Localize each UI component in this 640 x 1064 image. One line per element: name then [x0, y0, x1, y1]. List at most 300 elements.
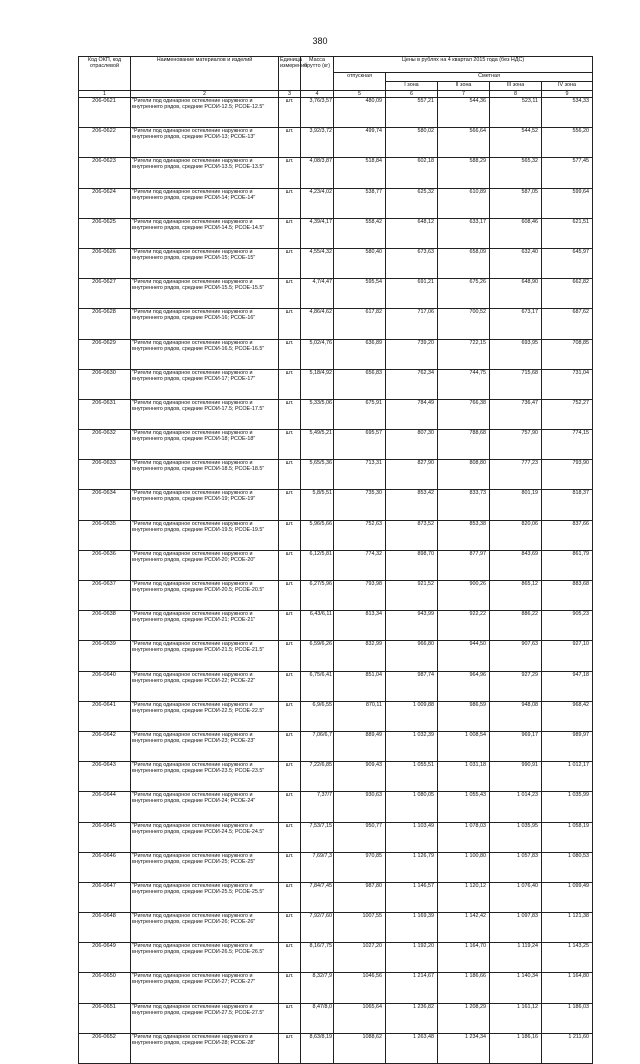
okp-code-cell: 206-0636: [79, 550, 131, 580]
okp-code-cell: 206-0646: [79, 852, 131, 882]
table-row: [79, 490, 593, 520]
zone-3-price-cell: 820,06: [490, 520, 542, 550]
unit-cell: шт.: [279, 822, 301, 852]
unit-cell: шт.: [279, 128, 301, 158]
okp-code-cell: 206-0641: [79, 701, 131, 731]
release-price-cell: 735,30: [334, 490, 386, 520]
table-row: [79, 731, 593, 761]
mass-cell: 7,69/7,3: [301, 852, 334, 882]
zone-4-price-cell: 599,64: [542, 188, 593, 218]
item-name-cell: "Ригели под одинарное остекление наружного и внутреннего рядов, средние РСОИ-15.5; РСОЕ-15.5": [131, 279, 279, 309]
zone-1-price-cell: 1 032,39: [386, 731, 438, 761]
mass-cell: 4,23/4,02: [301, 188, 334, 218]
okp-code-cell: 206-0623: [79, 158, 131, 188]
zone-4-price-cell: 556,20: [542, 128, 593, 158]
table-row: [79, 188, 593, 218]
zone-2-price-cell: 588,29: [438, 158, 490, 188]
zone-1-price-cell: 1 236,82: [386, 1003, 438, 1033]
col-number: 5: [334, 91, 386, 98]
item-name-cell: "Ригели под одинарное остекление наружного и внутреннего рядов, средние РСОИ-22; РСОЕ-22": [131, 671, 279, 701]
zone-1-price-cell: 557,21: [386, 98, 438, 128]
zone-4-price-cell: 947,18: [542, 671, 593, 701]
mass-cell: 5,65/5,36: [301, 460, 334, 490]
item-name-cell: "Ригели под одинарное остекление наружного и внутреннего рядов, средние РСОИ-24.5; РСОЕ-24.5": [131, 822, 279, 852]
okp-code-cell: 206-0621: [79, 98, 131, 128]
zone-2-price-cell: 1 100,80: [438, 852, 490, 882]
header-zone-3: III зона: [490, 82, 542, 91]
zone-4-price-cell: 989,97: [542, 731, 593, 761]
okp-code-cell: 206-0622: [79, 128, 131, 158]
okp-code-cell: 206-0630: [79, 369, 131, 399]
table-row: [79, 762, 593, 792]
unit-cell: шт.: [279, 460, 301, 490]
unit-cell: шт.: [279, 762, 301, 792]
mass-cell: 5,96/5,66: [301, 520, 334, 550]
okp-code-cell: 206-0632: [79, 430, 131, 460]
okp-code-cell: 206-0649: [79, 943, 131, 973]
item-name-cell: "Ригели под одинарное остекление наружного и внутреннего рядов, средние РСОИ-27; РСОЕ-27": [131, 973, 279, 1003]
item-name-cell: "Ригели под одинарное остекление наружного и внутреннего рядов, средние РСОИ-14.5; РСОЕ-14.5": [131, 218, 279, 248]
item-name-cell: "Ригели под одинарное остекление наружного и внутреннего рядов, средние РСОИ-26.5; РСОЕ-26.5": [131, 943, 279, 973]
zone-4-price-cell: 837,66: [542, 520, 593, 550]
item-name-cell: "Ригели под одинарное остекление наружного и внутреннего рядов, средние РСОИ-21; РСОЕ-21": [131, 611, 279, 641]
zone-2-price-cell: 922,22: [438, 611, 490, 641]
table-row: [79, 430, 593, 460]
table-row: [79, 701, 593, 731]
unit-cell: шт.: [279, 701, 301, 731]
unit-cell: шт.: [279, 339, 301, 369]
table-row: [79, 611, 593, 641]
zone-3-price-cell: 907,63: [490, 641, 542, 671]
zone-1-price-cell: 898,70: [386, 550, 438, 580]
zone-2-price-cell: 1 055,43: [438, 792, 490, 822]
mass-cell: 7,92/7,60: [301, 913, 334, 943]
zone-4-price-cell: 534,33: [542, 98, 593, 128]
mass-cell: 4,7/4,47: [301, 279, 334, 309]
zone-2-price-cell: 1 008,54: [438, 731, 490, 761]
zone-4-price-cell: 883,68: [542, 581, 593, 611]
zone-3-price-cell: 715,68: [490, 369, 542, 399]
unit-cell: шт.: [279, 641, 301, 671]
table-row: [79, 550, 593, 580]
zone-1-price-cell: 1 080,05: [386, 792, 438, 822]
zone-4-price-cell: 687,62: [542, 309, 593, 339]
table-row: [79, 399, 593, 429]
mass-cell: 6,9/6,55: [301, 701, 334, 731]
mass-cell: 4,55/4,32: [301, 248, 334, 278]
release-price-cell: 930,63: [334, 792, 386, 822]
item-name-cell: "Ригели под одинарное остекление наружного и внутреннего рядов, средние РСОИ-25; РСОЕ-25": [131, 852, 279, 882]
zone-2-price-cell: 944,50: [438, 641, 490, 671]
zone-1-price-cell: 1 192,20: [386, 943, 438, 973]
zone-2-price-cell: 833,73: [438, 490, 490, 520]
zone-3-price-cell: 843,69: [490, 550, 542, 580]
zone-1-price-cell: 625,32: [386, 188, 438, 218]
zone-2-price-cell: 744,75: [438, 369, 490, 399]
unit-cell: шт.: [279, 943, 301, 973]
okp-code-cell: 206-0644: [79, 792, 131, 822]
unit-cell: шт.: [279, 731, 301, 761]
table-row: [79, 98, 593, 128]
col-number: 6: [386, 91, 438, 98]
zone-3-price-cell: 801,19: [490, 490, 542, 520]
mass-cell: 7,84/7,45: [301, 882, 334, 912]
zone-3-price-cell: 927,29: [490, 671, 542, 701]
mass-cell: 7,06/6,7: [301, 731, 334, 761]
mass-cell: 3,92/3,72: [301, 128, 334, 158]
release-price-cell: 851,04: [334, 671, 386, 701]
table-row: [79, 943, 593, 973]
unit-cell: шт.: [279, 399, 301, 429]
unit-cell: шт.: [279, 430, 301, 460]
release-price-cell: 636,89: [334, 339, 386, 369]
release-price-cell: 1007,55: [334, 913, 386, 943]
page-number: 380: [312, 36, 328, 46]
mass-cell: 6,75/6,41: [301, 671, 334, 701]
zone-1-price-cell: 673,63: [386, 248, 438, 278]
zone-3-price-cell: 565,32: [490, 158, 542, 188]
release-price-cell: 909,43: [334, 762, 386, 792]
zone-1-price-cell: 943,99: [386, 611, 438, 641]
zone-4-price-cell: 1 058,19: [542, 822, 593, 852]
col-number: 8: [490, 91, 542, 98]
zone-4-price-cell: 752,27: [542, 399, 593, 429]
col-number: 1: [79, 91, 131, 98]
zone-4-price-cell: 1 012,17: [542, 762, 593, 792]
col-number: 7: [438, 91, 490, 98]
item-name-cell: "Ригели под одинарное остекление наружного и внутреннего рядов, средние РСОИ-23; РСОЕ-23": [131, 731, 279, 761]
header-estimated: Сметная: [386, 73, 593, 82]
table-row: [79, 460, 593, 490]
item-name-cell: "Ригели под одинарное остекление наружного и внутреннего рядов, средние РСОИ-15; РСОЕ-15": [131, 248, 279, 278]
unit-cell: шт.: [279, 188, 301, 218]
zone-2-price-cell: 658,09: [438, 248, 490, 278]
zone-4-price-cell: 1 035,99: [542, 792, 593, 822]
zone-1-price-cell: 853,42: [386, 490, 438, 520]
zone-1-price-cell: 1 214,67: [386, 973, 438, 1003]
item-name-cell: "Ригели под одинарное остекление наружного и внутреннего рядов, средние РСОИ-17; РСОЕ-17": [131, 369, 279, 399]
unit-cell: шт.: [279, 309, 301, 339]
release-price-cell: 970,85: [334, 852, 386, 882]
zone-4-price-cell: 1 099,49: [542, 882, 593, 912]
zone-3-price-cell: 757,90: [490, 430, 542, 460]
okp-code-cell: 206-0627: [79, 279, 131, 309]
item-name-cell: "Ригели под одинарное остекление наружного и внутреннего рядов, средние РСОИ-18; РСОЕ-18": [131, 430, 279, 460]
mass-cell: 6,43/6,11: [301, 611, 334, 641]
zone-4-price-cell: 905,23: [542, 611, 593, 641]
zone-4-price-cell: 1 164,80: [542, 973, 593, 1003]
zone-3-price-cell: 990,91: [490, 762, 542, 792]
zone-1-price-cell: 762,34: [386, 369, 438, 399]
zone-1-price-cell: 648,12: [386, 218, 438, 248]
release-price-cell: 793,98: [334, 581, 386, 611]
mass-cell: 8,16/7,75: [301, 943, 334, 973]
zone-3-price-cell: 1 057,83: [490, 852, 542, 882]
item-name-cell: "Ригели под одинарное остекление наружного и внутреннего рядов, средние РСОИ-27.5; РСОЕ-27.5": [131, 1003, 279, 1033]
item-name-cell: "Ригели под одинарное остекление наружного и внутреннего рядов, средние РСОИ-16; РСОЕ-16": [131, 309, 279, 339]
col-number: 9: [542, 91, 593, 98]
zone-2-price-cell: 853,38: [438, 520, 490, 550]
table-row: [79, 279, 593, 309]
zone-2-price-cell: 766,38: [438, 399, 490, 429]
table-row: [79, 792, 593, 822]
item-name-cell: "Ригели под одинарное остекление наружного и внутреннего рядов, средние РСОИ-20; РСОЕ-20": [131, 550, 279, 580]
zone-4-price-cell: 818,37: [542, 490, 593, 520]
release-price-cell: 1027,20: [334, 943, 386, 973]
release-price-cell: 774,32: [334, 550, 386, 580]
table-row: [79, 882, 593, 912]
zone-3-price-cell: 673,17: [490, 309, 542, 339]
okp-code-cell: 206-0642: [79, 731, 131, 761]
item-name-cell: "Ригели под одинарное остекление наружного и внутреннего рядов, средние РСОИ-21.5; РСОЕ-21.5": [131, 641, 279, 671]
zone-2-price-cell: 877,97: [438, 550, 490, 580]
zone-4-price-cell: 731,04: [542, 369, 593, 399]
item-name-cell: "Ригели под одинарное остекление наружного и внутреннего рядов, средние РСОИ-19.5; РСОЕ-19.5": [131, 520, 279, 550]
zone-4-price-cell: 968,42: [542, 701, 593, 731]
zone-1-price-cell: 987,74: [386, 671, 438, 701]
release-price-cell: 538,77: [334, 188, 386, 218]
okp-code-cell: 206-0624: [79, 188, 131, 218]
item-name-cell: "Ригели под одинарное остекление наружного и внутреннего рядов, средние РСОИ-13.5; РСОЕ-13.5": [131, 158, 279, 188]
price-table: [78, 56, 593, 1064]
table-row: [79, 248, 593, 278]
release-price-cell: 1088,62: [334, 1033, 386, 1063]
okp-code-cell: 206-0625: [79, 218, 131, 248]
zone-1-price-cell: 1 055,51: [386, 762, 438, 792]
item-name-cell: "Ригели под одинарное остекление наружного и внутреннего рядов, средние РСОИ-28; РСОЕ-28": [131, 1033, 279, 1063]
zone-1-price-cell: 1 146,57: [386, 882, 438, 912]
zone-1-price-cell: 1 169,39: [386, 913, 438, 943]
zone-3-price-cell: 693,95: [490, 339, 542, 369]
table-row: [79, 641, 593, 671]
unit-cell: шт.: [279, 1033, 301, 1063]
okp-code-cell: 206-0637: [79, 581, 131, 611]
zone-4-price-cell: 1 143,25: [542, 943, 593, 973]
zone-4-price-cell: 1 121,38: [542, 913, 593, 943]
table-row: [79, 973, 593, 1003]
zone-2-price-cell: 675,26: [438, 279, 490, 309]
zone-1-price-cell: 827,90: [386, 460, 438, 490]
zone-4-price-cell: 1 186,03: [542, 1003, 593, 1033]
item-name-cell: "Ригели под одинарное остекление наружного и внутреннего рядов, средние РСОИ-18.5; РСОЕ-18.5": [131, 460, 279, 490]
zone-1-price-cell: 739,20: [386, 339, 438, 369]
header-unit: Единица измерения: [279, 57, 301, 91]
release-price-cell: 499,74: [334, 128, 386, 158]
mass-cell: 7,22/6,85: [301, 762, 334, 792]
zone-4-price-cell: 577,45: [542, 158, 593, 188]
zone-4-price-cell: 1 211,60: [542, 1033, 593, 1063]
release-price-cell: 950,77: [334, 822, 386, 852]
mass-cell: 6,12/5,81: [301, 550, 334, 580]
zone-4-price-cell: 708,85: [542, 339, 593, 369]
zone-4-price-cell: 774,15: [542, 430, 593, 460]
zone-1-price-cell: 717,06: [386, 309, 438, 339]
release-price-cell: 675,91: [334, 399, 386, 429]
zone-3-price-cell: 1 161,12: [490, 1003, 542, 1033]
table-row: [79, 218, 593, 248]
zone-2-price-cell: 633,17: [438, 218, 490, 248]
mass-cell: 4,86/4,62: [301, 309, 334, 339]
item-name-cell: "Ригели под одинарное остекление наружного и внутреннего рядов, средние РСОИ-26; РСОЕ-26": [131, 913, 279, 943]
zone-4-price-cell: 645,97: [542, 248, 593, 278]
item-name-cell: "Ригели под одинарное остекление наружного и внутреннего рядов, средние РСОИ-17.5; РСОЕ-17.5": [131, 399, 279, 429]
unit-cell: шт.: [279, 882, 301, 912]
okp-code-cell: 206-0635: [79, 520, 131, 550]
table-row: [79, 369, 593, 399]
unit-cell: шт.: [279, 913, 301, 943]
table-row: [79, 158, 593, 188]
zone-2-price-cell: 1 031,18: [438, 762, 490, 792]
okp-code-cell: 206-0647: [79, 882, 131, 912]
zone-1-price-cell: 1 009,88: [386, 701, 438, 731]
okp-code-cell: 206-0633: [79, 460, 131, 490]
release-price-cell: 656,83: [334, 369, 386, 399]
release-price-cell: 595,54: [334, 279, 386, 309]
zone-2-price-cell: 610,89: [438, 188, 490, 218]
mass-cell: 5,49/5,21: [301, 430, 334, 460]
okp-code-cell: 206-0645: [79, 822, 131, 852]
mass-cell: 3,76/3,57: [301, 98, 334, 128]
release-price-cell: 1065,64: [334, 1003, 386, 1033]
unit-cell: шт.: [279, 98, 301, 128]
header-prices-title: Цены в рублях на 4 квартал 2015 года (без НДС): [334, 57, 593, 73]
okp-code-cell: 206-0629: [79, 339, 131, 369]
item-name-cell: "Ригели под одинарное остекление наружного и внутреннего рядов, средние РСОИ-25.5; РСОЕ-25.5": [131, 882, 279, 912]
zone-2-price-cell: 700,52: [438, 309, 490, 339]
col-number: 2: [131, 91, 279, 98]
item-name-cell: "Ригели под одинарное остекление наружного и внутреннего рядов, средние РСОИ-19; РСОЕ-19": [131, 490, 279, 520]
mass-cell: 5,8/5,51: [301, 490, 334, 520]
zone-4-price-cell: 861,79: [542, 550, 593, 580]
table-row: [79, 581, 593, 611]
zone-2-price-cell: 1 164,70: [438, 943, 490, 973]
okp-code-cell: 206-0628: [79, 309, 131, 339]
okp-code-cell: 206-0638: [79, 611, 131, 641]
zone-3-price-cell: 736,47: [490, 399, 542, 429]
zone-3-price-cell: 587,05: [490, 188, 542, 218]
zone-3-price-cell: 608,46: [490, 218, 542, 248]
zone-4-price-cell: 621,51: [542, 218, 593, 248]
unit-cell: шт.: [279, 490, 301, 520]
header-zone-4: IV зона: [542, 82, 593, 91]
release-price-cell: 813,34: [334, 611, 386, 641]
zone-2-price-cell: 788,68: [438, 430, 490, 460]
header-zone-2: II зона: [438, 82, 490, 91]
unit-cell: шт.: [279, 581, 301, 611]
zone-2-price-cell: 808,80: [438, 460, 490, 490]
table-row: [79, 520, 593, 550]
release-price-cell: 987,80: [334, 882, 386, 912]
mass-cell: 5,33/5,06: [301, 399, 334, 429]
zone-2-price-cell: 1 186,66: [438, 973, 490, 1003]
unit-cell: шт.: [279, 520, 301, 550]
unit-cell: шт.: [279, 1003, 301, 1033]
release-price-cell: 518,84: [334, 158, 386, 188]
header-release-price: отпускная: [334, 73, 386, 91]
zone-2-price-cell: 1 120,12: [438, 882, 490, 912]
table-row: [79, 309, 593, 339]
col-number: 3: [279, 91, 301, 98]
item-name-cell: "Ригели под одинарное остекление наружного и внутреннего рядов, средние РСОИ-16.5; РСОЕ-16.5": [131, 339, 279, 369]
item-name-cell: "Ригели под одинарное остекление наружного и внутреннего рядов, средние РСОИ-23.5; РСОЕ-23.5": [131, 762, 279, 792]
zone-2-price-cell: 986,59: [438, 701, 490, 731]
zone-1-price-cell: 807,30: [386, 430, 438, 460]
mass-cell: 7,37/7: [301, 792, 334, 822]
zone-1-price-cell: 784,49: [386, 399, 438, 429]
zone-1-price-cell: 580,02: [386, 128, 438, 158]
unit-cell: шт.: [279, 671, 301, 701]
unit-cell: шт.: [279, 611, 301, 641]
header-mass: Масса брутто (кг): [301, 57, 334, 91]
okp-code-cell: 206-0631: [79, 399, 131, 429]
unit-cell: шт.: [279, 248, 301, 278]
item-name-cell: "Ригели под одинарное остекление наружного и внутреннего рядов, средние РСОИ-14; РСОЕ-14": [131, 188, 279, 218]
table-row: [79, 128, 593, 158]
col-number: 4: [301, 91, 334, 98]
zone-4-price-cell: 927,10: [542, 641, 593, 671]
header-name: Наименование материалов и изделий: [131, 57, 279, 91]
zone-2-price-cell: 1 078,03: [438, 822, 490, 852]
okp-code-cell: 206-0652: [79, 1033, 131, 1063]
zone-3-price-cell: 544,52: [490, 128, 542, 158]
zone-3-price-cell: 1 076,40: [490, 882, 542, 912]
zone-4-price-cell: 1 080,53: [542, 852, 593, 882]
release-price-cell: 617,82: [334, 309, 386, 339]
table-body: [79, 98, 593, 1064]
zone-1-price-cell: 873,52: [386, 520, 438, 550]
table-row: [79, 913, 593, 943]
okp-code-cell: 206-0640: [79, 671, 131, 701]
table-row: [79, 1033, 593, 1063]
zone-2-price-cell: 1 208,29: [438, 1003, 490, 1033]
mass-cell: 5,02/4,76: [301, 339, 334, 369]
zone-3-price-cell: 865,12: [490, 581, 542, 611]
header-code: Код ОКП, код отраслевой: [79, 57, 131, 91]
release-price-cell: 558,42: [334, 218, 386, 248]
item-name-cell: "Ригели под одинарное остекление наружного и внутреннего рядов, средние РСОИ-13; РСОЕ-13": [131, 128, 279, 158]
zone-1-price-cell: 1 263,48: [386, 1033, 438, 1063]
zone-2-price-cell: 566,64: [438, 128, 490, 158]
unit-cell: шт.: [279, 369, 301, 399]
unit-cell: шт.: [279, 218, 301, 248]
release-price-cell: 752,63: [334, 520, 386, 550]
zone-4-price-cell: 662,82: [542, 279, 593, 309]
table-row: [79, 822, 593, 852]
zone-3-price-cell: 632,40: [490, 248, 542, 278]
zone-3-price-cell: 648,90: [490, 279, 542, 309]
okp-code-cell: 206-0639: [79, 641, 131, 671]
zone-3-price-cell: 969,17: [490, 731, 542, 761]
table-row: [79, 1003, 593, 1033]
release-price-cell: 1046,56: [334, 973, 386, 1003]
zone-3-price-cell: 523,11: [490, 98, 542, 128]
zone-2-price-cell: 1 234,34: [438, 1033, 490, 1063]
zone-2-price-cell: 900,26: [438, 581, 490, 611]
mass-cell: 8,47/8,0: [301, 1003, 334, 1033]
okp-code-cell: 206-0626: [79, 248, 131, 278]
release-price-cell: 889,49: [334, 731, 386, 761]
okp-code-cell: 206-0648: [79, 913, 131, 943]
unit-cell: шт.: [279, 158, 301, 188]
release-price-cell: 695,57: [334, 430, 386, 460]
zone-1-price-cell: 966,80: [386, 641, 438, 671]
mass-cell: 6,59/6,26: [301, 641, 334, 671]
release-price-cell: 713,31: [334, 460, 386, 490]
zone-3-price-cell: 886,22: [490, 611, 542, 641]
mass-cell: 8,32/7,9: [301, 973, 334, 1003]
zone-2-price-cell: 964,96: [438, 671, 490, 701]
header-zone-1: I зона: [386, 82, 438, 91]
